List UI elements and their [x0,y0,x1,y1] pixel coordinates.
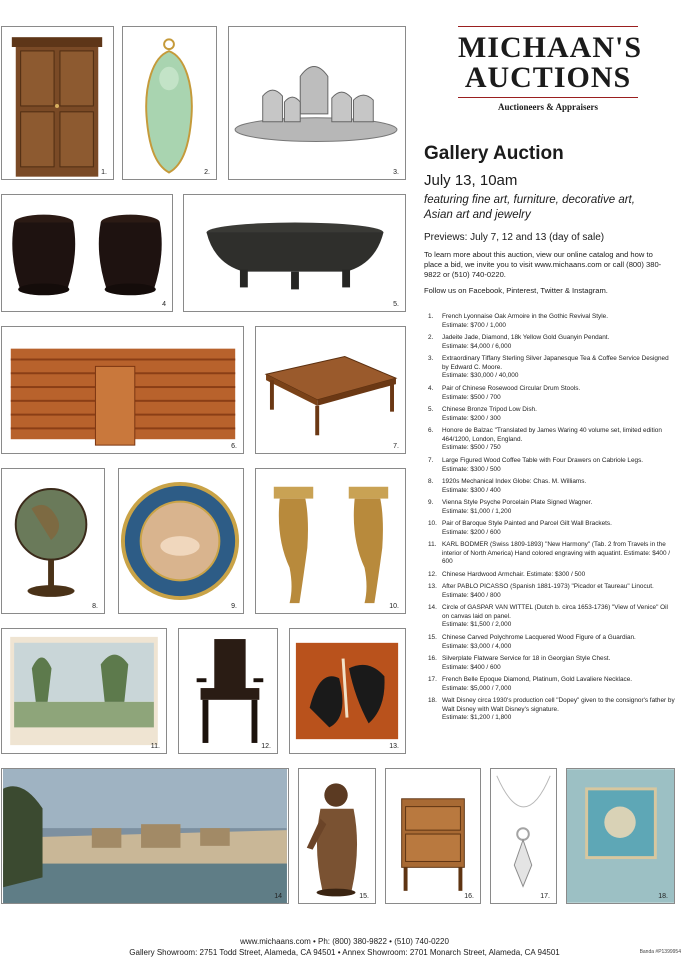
armoire-image [2,27,113,179]
lot-image-bodmer-engraving[interactable] [1,628,167,754]
footer-address-line: Gallery Showroom: 2751 Todd Street, Alameda, CA 94501 • Annex Showroom: 2701 Monarch Street, Alameda, CA 94501 [129,948,560,957]
lot-entry-3: 3. Extraordinary Tiffany Sterling Silver Japanesque Tea & Coffee Service Designed by Edward C. Moore. Estimate: $30,000 / 40,000 [428,355,669,380]
lot-image-guardian-figure[interactable] [298,768,376,904]
balzac-books-image [2,327,243,453]
lot-number-label: 9. [231,603,237,610]
lot-number-label: 17. [540,893,550,900]
bodmer-engraving-image [2,629,166,753]
lot-number-label: 3. [393,169,399,176]
featuring-text: featuring fine art, furniture, decorative art, Asian art and jewelry [424,194,635,221]
drum-stools-image [2,195,172,311]
lot-image-jade-pendant[interactable] [122,26,217,180]
lot-number-label: 2. [204,169,210,176]
lot-image-flatware-chest[interactable] [385,768,481,904]
venice-painting-image [2,769,288,903]
lot-number-label: 4 [162,301,166,308]
lot-number-label: 16. [464,893,474,900]
lot-image-picasso-linocut[interactable] [289,628,406,754]
lot-image-globe[interactable] [1,468,105,614]
lot-entry-8: 8. 1920s Mechanical Index Globe: Chas. M. Williams. Estimate: $300 / 400 [428,478,587,494]
lot-number-label: 14 [274,893,282,900]
lot-image-armchair[interactable] [178,628,278,754]
social-follow-text: Follow us on Facebook, Pinterest, Twitter & Instagram. [424,286,608,295]
previews-text: Previews: July 7, 12 and 13 (day of sale) [424,232,605,243]
globe-image [2,469,104,613]
lot-entry-2: 2. Jadeite Jade, Diamond, 18k Yellow Gold Guanyin Pendant. Estimate: $4,000 / 6,000 [428,334,610,350]
lot-number-label: 12. [261,743,271,750]
lot-entry-6: 6. Honore de Balzac "Translated by James Waring 40 volume set, limited edition 464/1200, London, England. Estimate: $500 / 750 [428,427,662,452]
lot-list [428,313,676,727]
porcelain-plate-image [119,469,243,613]
picasso-linocut-image [290,629,405,753]
lot-image-balzac-books[interactable] [1,326,244,454]
logo-line-1: MICHAAN'S [458,31,643,64]
michaans-logo[interactable] [458,26,643,112]
lot-number-label: 6. [231,443,237,450]
lot-entry-15: 15. Chinese Carved Polychrome Lacquered Wood Figure of a Guardian. Estimate: $3,000 / 4,000 [428,634,636,650]
lot-image-armoire[interactable] [1,26,114,180]
lot-entry-7: 7. Large Figured Wood Coffee Table with Four Drawers on Cabriole Legs. Estimate: $300 / 500 [428,457,644,473]
auction-date: July 13, 10am [424,172,518,189]
logo-bottom-rule [458,97,638,98]
lot-number-label: 15. [359,893,369,900]
page-footer [0,936,689,958]
lot-image-disney-cel[interactable] [566,768,675,904]
lot-number-label: 10. [389,603,399,610]
lot-entry-17: 17. French Belle Epoque Diamond, Platinum, Gold Lavaliere Necklace. Estimate: $5,000 / 7,000 [428,676,633,692]
disney-cel-image [567,769,674,903]
lot-entry-11: 11. KARL BODMER (Swiss 1809-1893) "New Harmony" (Tab. 2 from Travels in the interior of North America) Hand colored engraving with aquatint. Estimate: $400 / 600 [428,541,671,566]
bronze-dish-image [184,195,405,311]
lot-number-label: 8. [92,603,98,610]
lot-entry-12: 12. Chinese Hardwood Armchair. Estimate: $300 / 500 [428,571,586,578]
guardian-figure-image [299,769,375,903]
page-title: Gallery Auction [424,143,564,164]
lot-number-label: 1. [101,169,107,176]
wall-brackets-image [256,469,405,613]
logo-tagline: Auctioneers & Appraisers [498,102,598,112]
logo-top-rule [458,26,638,27]
lot-image-wall-brackets[interactable] [255,468,406,614]
coffee-table-image [256,327,405,453]
footer-contact-line[interactable]: www.michaans.com • Ph: (800) 380-9822 • (510) 740-0220 [240,937,449,946]
lot-entry-14: 14. Circle of GASPAR VAN WITTEL (Dutch b. circa 1653-1736) "View of Venice" Oil on canvas laid on panel. Estimate: $1,500 / 2,000 [428,604,668,629]
lot-image-drum-stools[interactable] [1,194,173,312]
lot-entry-9: 9. Vienna Style Psyche Porcelain Plate Signed Wagner. Estimate: $1,000 / 1,200 [428,499,593,515]
lot-image-porcelain-plate[interactable] [118,468,244,614]
lot-entry-18: 18. Walt Disney circa 1930's production cell "Dopey" given to the consignor's father by Walt Disney with Walt Disney's signature. Estimate: $1,200 / 1,800 [428,697,675,722]
publication-code: Banda #P1399954 [639,949,681,955]
lot-entry-4: 4. Pair of Chinese Rosewood Circular Drum Stools. Estimate: $500 / 700 [428,385,581,401]
lot-number-label: 11. [150,743,160,750]
lot-image-tea-service[interactable] [228,26,406,180]
lot-entry-1: 1. French Lyonnaise Oak Armoire in the Gothic Revival Style. Estimate: $700 / 1,000 [428,313,608,329]
lot-entry-5: 5. Chinese Bronze Tripod Low Dish. Estimate: $200 / 300 [428,406,537,422]
logo-line-2: AUCTIONS [464,61,632,94]
lot-entry-16: 16. Silverplate Flatware Service for 18 in Georgian Style Chest. Estimate: $400 / 600 [428,655,611,671]
lot-number-label: 7. [393,443,399,450]
lot-image-venice-painting[interactable] [1,768,289,904]
lot-image-coffee-table[interactable] [255,326,406,454]
lot-number-label: 5. [393,301,399,308]
jade-pendant-image [123,27,216,179]
armchair-image [179,629,277,753]
tea-service-image [229,27,405,179]
lot-entry-10: 10. Pair of Baroque Style Painted and Parcel Gilt Wall Brackets. Estimate: $200 / 600 [428,520,612,536]
lot-image-lavaliere-necklace[interactable] [490,768,557,904]
learn-more-text: To learn more about this auction, view our online catalog and how to place a bid, we invite you to visit www.michaans.com or call (800) 380-9822 or (510) 740-0220. [424,250,662,279]
flatware-chest-image [386,769,480,903]
lavaliere-necklace-image [491,769,556,903]
lot-entry-13: 13. After PABLO PICASSO (Spanish 1881-1973) "Picador et Taureau" Linocut. Estimate: $400 / 800 [428,583,654,599]
lot-number-label: 13. [389,743,399,750]
lot-image-bronze-dish[interactable] [183,194,406,312]
lot-number-label: 18. [658,893,668,900]
